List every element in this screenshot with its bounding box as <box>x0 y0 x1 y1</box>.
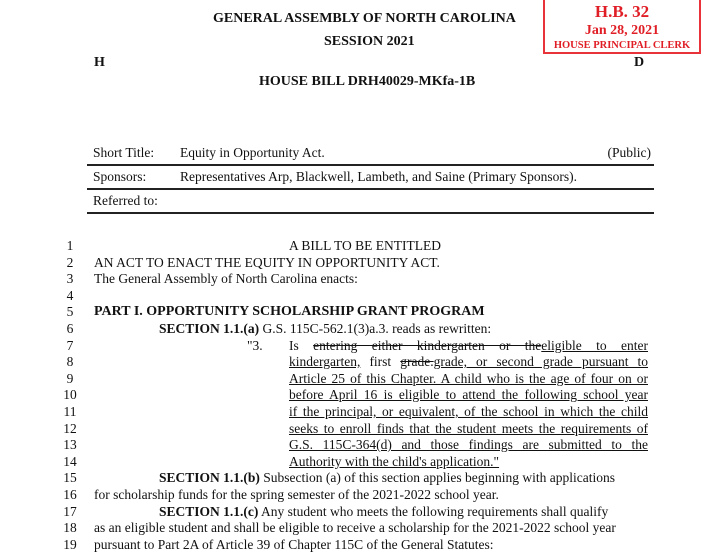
body-line-18: as an eligible student and shall be eligible to receive a scholarship for the 2021-2022 school year <box>94 520 616 536</box>
section-label: SECTION 1.1.(b) <box>159 470 260 486</box>
section-text: Any student who meets the following requirements shall qualify <box>261 503 609 519</box>
section-label: SECTION 1.1.(c) <box>159 503 259 519</box>
clerk-stamp <box>543 0 701 54</box>
line-number: 11 <box>63 404 77 419</box>
public-label: (Public) <box>607 145 651 160</box>
bill-id: HOUSE BILL DRH40029-MKfa-1B <box>259 74 476 89</box>
section-text: Subsection (a) of this section applies beginning with applications <box>263 470 615 486</box>
amended-line-8 <box>289 354 648 370</box>
sponsors-label: Sponsors: <box>93 169 147 184</box>
amended-line-13: G.S. 115C-364(d) and those findings are submitted to the <box>289 437 648 453</box>
inserted-text: eligible to enter <box>541 337 649 353</box>
struck-text: grade. <box>400 354 434 370</box>
line-number: 18 <box>63 520 77 536</box>
assembly-title: GENERAL ASSEMBLY OF NORTH CAROLINA <box>213 11 516 26</box>
section-1-1-a <box>159 321 491 337</box>
chamber-right: D <box>634 55 645 70</box>
part-heading: PART I. OPPORTUNITY SCHOLARSHIP GRANT PROGRAM <box>94 304 485 320</box>
enacting-clause: The General Assembly of North Carolina enacts: <box>94 271 358 287</box>
chamber-left: H <box>94 55 105 70</box>
amended-line-7 <box>289 338 648 354</box>
bill-entitled: A BILL TO BE ENTITLED <box>289 238 441 253</box>
line-number: 5 <box>66 304 74 320</box>
amended-line-11: if the principal, or equivalent, of the school in which the child <box>289 404 648 419</box>
line-number: 17 <box>63 503 77 519</box>
line-number: 2 <box>66 254 74 270</box>
line-number: 19 <box>63 536 77 552</box>
session-title: SESSION 2021 <box>324 34 415 49</box>
line-number: 12 <box>63 420 77 436</box>
referred-label: Referred to: <box>93 193 158 208</box>
line-number: 14 <box>63 453 77 469</box>
section-text: G.S. 115C-562.1(3)a.3. reads as rewritten: <box>262 321 492 336</box>
body-line-16: for scholarship funds for the spring semester of the 2021-2022 school year. <box>94 487 499 502</box>
body-line-19: pursuant to Part 2A of Article 39 of Chapter 115C of the General Statutes: <box>94 536 494 552</box>
plain-text: first <box>369 354 392 370</box>
line-number: 6 <box>66 321 74 336</box>
short-title-row <box>87 140 654 166</box>
line-number: 3 <box>66 271 74 287</box>
line-number: 9 <box>66 370 74 386</box>
line-number: 15 <box>63 470 77 486</box>
plain-text: Is <box>289 337 299 353</box>
stamp-clerk: HOUSE PRINCIPAL CLERK <box>553 40 691 51</box>
section-label: SECTION 1.1.(a) <box>159 321 260 336</box>
amended-line-10: before April 16 is eligible to attend the following school year <box>289 387 648 403</box>
amended-line-9: Article 25 of this Chapter. A child who is the age of four on or <box>289 370 648 386</box>
line-number: 4 <box>66 287 74 303</box>
line-number: 16 <box>63 487 77 502</box>
section-1-1-c <box>159 504 608 520</box>
amended-line-14: Authority with the child's application." <box>289 453 500 469</box>
inserted-text: grade, or second grade pursuant to <box>433 354 649 370</box>
stamp-bill-number: H.B. 32 <box>594 2 650 21</box>
short-title-value: Equity in Opportunity Act. <box>180 145 325 160</box>
act-title: AN ACT TO ENACT THE EQUITY IN OPPORTUNITY ACT. <box>94 254 440 270</box>
referred-row <box>87 188 654 214</box>
inserted-text: kindergarten, <box>289 354 361 370</box>
line-number: 1 <box>66 238 74 253</box>
short-title-label: Short Title: <box>93 145 155 160</box>
line-number: 8 <box>66 354 74 370</box>
section-1-1-b <box>159 470 615 486</box>
line-number: 7 <box>66 337 74 353</box>
subdivision-marker: "3. <box>247 337 263 353</box>
line-number: 10 <box>63 387 77 403</box>
stamp-date: Jan 28, 2021 <box>584 23 660 38</box>
sponsors-row <box>87 164 654 190</box>
amended-line-12: seeks to enroll finds that the student meets the requirements of <box>289 420 648 436</box>
sponsors-value: Representatives Arp, Blackwell, Lambeth, and Saine (Primary Sponsors). <box>180 169 578 184</box>
line-number: 13 <box>63 437 77 453</box>
struck-text: entering either kindergarten or the <box>313 337 542 353</box>
